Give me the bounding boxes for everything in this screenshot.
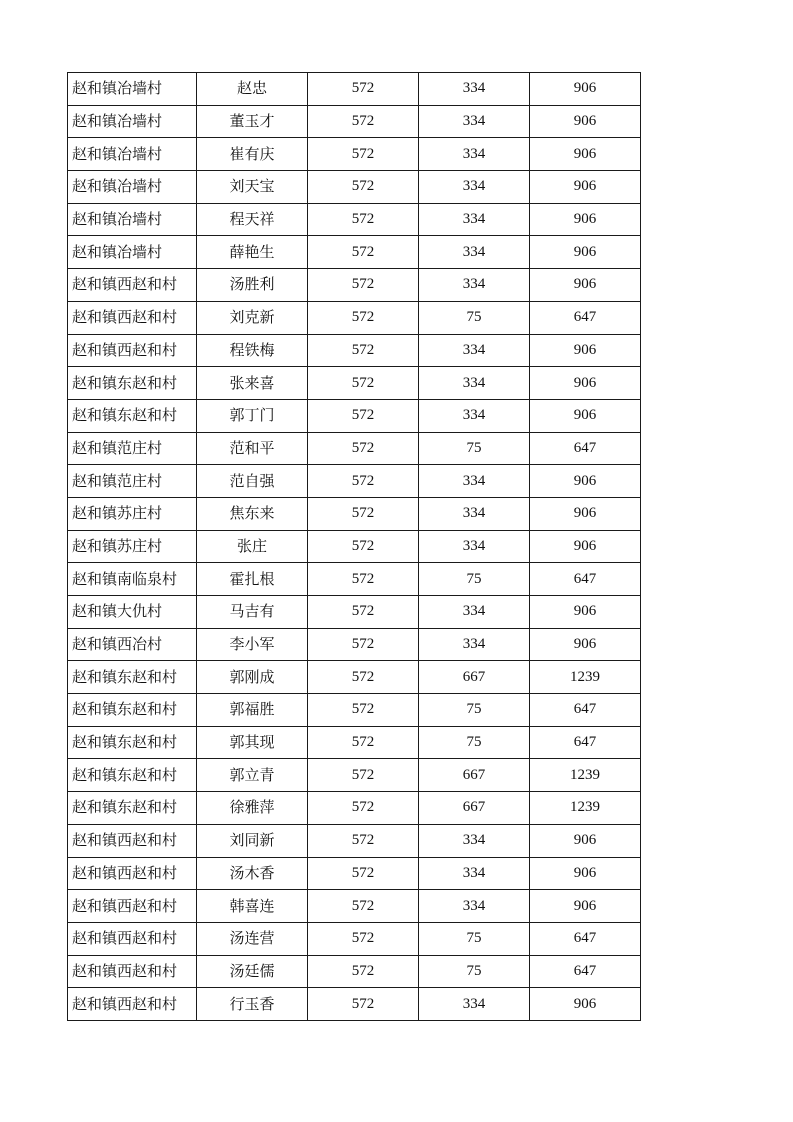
person-name-cell: 张庄	[197, 530, 308, 563]
total-cell: 647	[530, 563, 641, 596]
amount-a-cell: 572	[308, 661, 419, 694]
village-cell: 赵和镇西赵和村	[68, 857, 197, 890]
village-cell: 赵和镇西赵和村	[68, 922, 197, 955]
village-cell: 赵和镇冶墙村	[68, 171, 197, 204]
amount-b-cell: 334	[419, 138, 530, 171]
amount-a-cell: 572	[308, 301, 419, 334]
village-cell: 赵和镇东赵和村	[68, 367, 197, 400]
table-row	[68, 301, 641, 334]
amount-b-cell: 334	[419, 988, 530, 1021]
total-cell: 906	[530, 497, 641, 530]
person-name-cell: 霍扎根	[197, 563, 308, 596]
village-cell: 赵和镇冶墙村	[68, 203, 197, 236]
total-cell: 906	[530, 988, 641, 1021]
table-row	[68, 824, 641, 857]
amount-a-cell: 572	[308, 628, 419, 661]
table-row	[68, 759, 641, 792]
total-cell: 906	[530, 465, 641, 498]
village-cell: 赵和镇苏庄村	[68, 530, 197, 563]
table-row	[68, 661, 641, 694]
amount-b-cell: 75	[419, 694, 530, 727]
amount-a-cell: 572	[308, 203, 419, 236]
person-name-cell: 刘克新	[197, 301, 308, 334]
amount-b-cell: 334	[419, 497, 530, 530]
village-cell: 赵和镇西赵和村	[68, 988, 197, 1021]
total-cell: 906	[530, 236, 641, 269]
table-row	[68, 530, 641, 563]
village-cell: 赵和镇大仇村	[68, 596, 197, 629]
village-cell: 赵和镇冶墙村	[68, 138, 197, 171]
person-name-cell: 徐雅萍	[197, 792, 308, 825]
village-cell: 赵和镇东赵和村	[68, 759, 197, 792]
total-cell: 906	[530, 857, 641, 890]
table-row	[68, 857, 641, 890]
table-row	[68, 628, 641, 661]
person-name-cell: 董玉才	[197, 105, 308, 138]
person-name-cell: 汤连营	[197, 922, 308, 955]
amount-a-cell: 572	[308, 759, 419, 792]
person-name-cell: 韩喜连	[197, 890, 308, 923]
table-row	[68, 922, 641, 955]
amount-a-cell: 572	[308, 955, 419, 988]
person-name-cell: 郭刚成	[197, 661, 308, 694]
amount-a-cell: 572	[308, 73, 419, 106]
village-cell: 赵和镇东赵和村	[68, 726, 197, 759]
amount-b-cell: 334	[419, 465, 530, 498]
person-name-cell: 范和平	[197, 432, 308, 465]
village-cell: 赵和镇西冶村	[68, 628, 197, 661]
amount-a-cell: 572	[308, 236, 419, 269]
amount-b-cell: 334	[419, 171, 530, 204]
total-cell: 906	[530, 530, 641, 563]
village-cell: 赵和镇西赵和村	[68, 890, 197, 923]
amount-a-cell: 572	[308, 596, 419, 629]
amount-b-cell: 75	[419, 955, 530, 988]
person-name-cell: 郭福胜	[197, 694, 308, 727]
amount-a-cell: 572	[308, 432, 419, 465]
amount-b-cell: 75	[419, 432, 530, 465]
total-cell: 906	[530, 105, 641, 138]
person-name-cell: 焦东来	[197, 497, 308, 530]
amount-b-cell: 75	[419, 563, 530, 596]
table-row	[68, 73, 641, 106]
amount-a-cell: 572	[308, 105, 419, 138]
amount-b-cell: 75	[419, 726, 530, 759]
table-row	[68, 367, 641, 400]
person-name-cell: 郭立青	[197, 759, 308, 792]
total-cell: 647	[530, 955, 641, 988]
village-cell: 赵和镇南临泉村	[68, 563, 197, 596]
table-row	[68, 955, 641, 988]
amount-a-cell: 572	[308, 857, 419, 890]
table-row	[68, 269, 641, 302]
amount-a-cell: 572	[308, 824, 419, 857]
table-row	[68, 792, 641, 825]
total-cell: 647	[530, 726, 641, 759]
village-cell: 赵和镇西赵和村	[68, 334, 197, 367]
amount-b-cell: 334	[419, 367, 530, 400]
person-name-cell: 郭丁门	[197, 399, 308, 432]
person-name-cell: 崔有庆	[197, 138, 308, 171]
total-cell: 906	[530, 824, 641, 857]
amount-b-cell: 334	[419, 628, 530, 661]
total-cell: 906	[530, 890, 641, 923]
table-row	[68, 236, 641, 269]
village-cell: 赵和镇西赵和村	[68, 301, 197, 334]
amount-a-cell: 572	[308, 530, 419, 563]
person-name-cell: 汤廷儒	[197, 955, 308, 988]
person-name-cell: 汤木香	[197, 857, 308, 890]
amount-b-cell: 334	[419, 269, 530, 302]
person-name-cell: 程天祥	[197, 203, 308, 236]
total-cell: 906	[530, 269, 641, 302]
total-cell: 1239	[530, 792, 641, 825]
total-cell: 647	[530, 432, 641, 465]
total-cell: 906	[530, 399, 641, 432]
person-name-cell: 程铁梅	[197, 334, 308, 367]
person-name-cell: 张来喜	[197, 367, 308, 400]
amount-a-cell: 572	[308, 694, 419, 727]
table-row	[68, 105, 641, 138]
table-row	[68, 399, 641, 432]
village-cell: 赵和镇苏庄村	[68, 497, 197, 530]
amount-b-cell: 334	[419, 334, 530, 367]
village-cell: 赵和镇东赵和村	[68, 694, 197, 727]
amount-a-cell: 572	[308, 497, 419, 530]
table-row	[68, 171, 641, 204]
person-name-cell: 薛艳生	[197, 236, 308, 269]
amount-b-cell: 334	[419, 73, 530, 106]
amount-a-cell: 572	[308, 171, 419, 204]
amount-b-cell: 75	[419, 922, 530, 955]
amount-a-cell: 572	[308, 399, 419, 432]
total-cell: 647	[530, 694, 641, 727]
amount-a-cell: 572	[308, 269, 419, 302]
amount-a-cell: 572	[308, 726, 419, 759]
village-cell: 赵和镇范庄村	[68, 465, 197, 498]
table-row	[68, 334, 641, 367]
total-cell: 906	[530, 367, 641, 400]
amount-a-cell: 572	[308, 922, 419, 955]
person-name-cell: 刘天宝	[197, 171, 308, 204]
amount-a-cell: 572	[308, 138, 419, 171]
village-cell: 赵和镇东赵和村	[68, 399, 197, 432]
amount-b-cell: 334	[419, 105, 530, 138]
table-row	[68, 497, 641, 530]
amount-a-cell: 572	[308, 890, 419, 923]
village-cell: 赵和镇冶墙村	[68, 73, 197, 106]
amount-b-cell: 334	[419, 857, 530, 890]
amount-b-cell: 75	[419, 301, 530, 334]
amount-a-cell: 572	[308, 367, 419, 400]
total-cell: 1239	[530, 661, 641, 694]
amount-b-cell: 334	[419, 203, 530, 236]
amount-b-cell: 334	[419, 824, 530, 857]
table-row	[68, 596, 641, 629]
total-cell: 647	[530, 301, 641, 334]
total-cell: 906	[530, 73, 641, 106]
total-cell: 906	[530, 203, 641, 236]
person-name-cell: 范自强	[197, 465, 308, 498]
amount-a-cell: 572	[308, 334, 419, 367]
table-row	[68, 726, 641, 759]
amount-a-cell: 572	[308, 563, 419, 596]
person-name-cell: 赵忠	[197, 73, 308, 106]
village-cell: 赵和镇西赵和村	[68, 269, 197, 302]
table-row	[68, 890, 641, 923]
amount-b-cell: 667	[419, 792, 530, 825]
total-cell: 1239	[530, 759, 641, 792]
person-name-cell: 郭其现	[197, 726, 308, 759]
village-cell: 赵和镇东赵和村	[68, 661, 197, 694]
total-cell: 906	[530, 596, 641, 629]
amount-a-cell: 572	[308, 988, 419, 1021]
person-name-cell: 李小军	[197, 628, 308, 661]
total-cell: 906	[530, 334, 641, 367]
amount-b-cell: 667	[419, 759, 530, 792]
table-row	[68, 988, 641, 1021]
amount-b-cell: 334	[419, 236, 530, 269]
amount-b-cell: 334	[419, 596, 530, 629]
table-row	[68, 138, 641, 171]
table-row	[68, 563, 641, 596]
total-cell: 647	[530, 922, 641, 955]
total-cell: 906	[530, 171, 641, 204]
village-cell: 赵和镇西赵和村	[68, 955, 197, 988]
village-cell: 赵和镇东赵和村	[68, 792, 197, 825]
table-body	[68, 73, 641, 1021]
amount-a-cell: 572	[308, 792, 419, 825]
data-table	[67, 72, 641, 1021]
amount-b-cell: 667	[419, 661, 530, 694]
village-cell: 赵和镇冶墙村	[68, 105, 197, 138]
amount-b-cell: 334	[419, 530, 530, 563]
table-row	[68, 203, 641, 236]
table-row	[68, 694, 641, 727]
person-name-cell: 马吉有	[197, 596, 308, 629]
total-cell: 906	[530, 138, 641, 171]
village-cell: 赵和镇范庄村	[68, 432, 197, 465]
table-row	[68, 465, 641, 498]
total-cell: 906	[530, 628, 641, 661]
village-cell: 赵和镇西赵和村	[68, 824, 197, 857]
person-name-cell: 行玉香	[197, 988, 308, 1021]
village-cell: 赵和镇冶墙村	[68, 236, 197, 269]
amount-a-cell: 572	[308, 465, 419, 498]
person-name-cell: 汤胜利	[197, 269, 308, 302]
amount-b-cell: 334	[419, 399, 530, 432]
person-name-cell: 刘同新	[197, 824, 308, 857]
table-row	[68, 432, 641, 465]
amount-b-cell: 334	[419, 890, 530, 923]
